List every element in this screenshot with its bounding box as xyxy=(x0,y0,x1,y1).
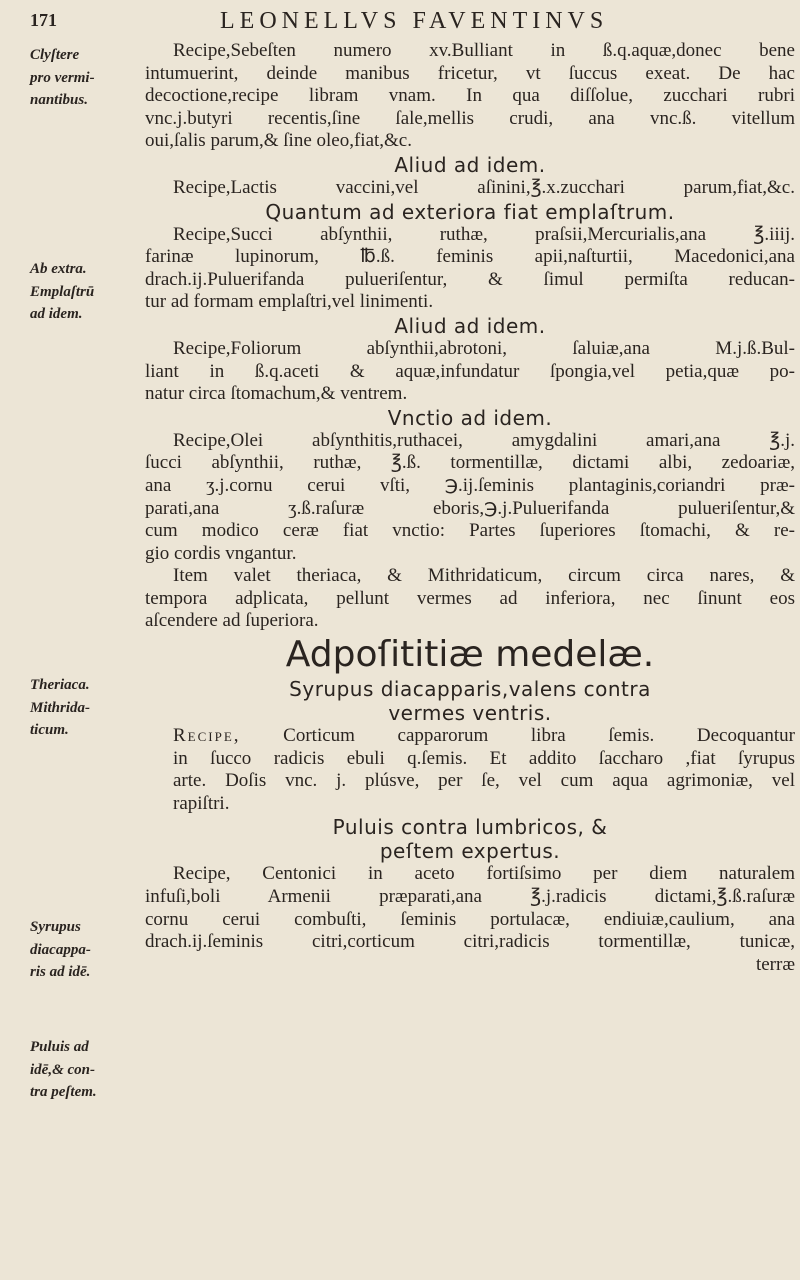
running-title: LEONELLVS FAVENTINVS xyxy=(220,8,609,34)
heading-syrupus-1: Syrupus diacapparis,valens contra xyxy=(289,677,651,702)
paragraph-clystere: Recipe,Sebeſten numero xv.Bulliant in ß.q.aquæ,donec bene intumuerint, deinde manibus fricetur, vt ſuccus exeat. De hac decoctione,recipe libram vnam. In qua diſſolue, zucchari rubri vnc.j.butyri recentis,ſine ſale,mellis crudi, ana vnc.ß. vitellum oui,ſalis parum,& ſine oleo,fiat,&c. xyxy=(145,40,795,152)
paragraph-theriaca: Item valet theriaca, & Mithridaticum, circum circa nares, & tempora adplicata, pellunt vermes ad inferiora, nec ſinunt eos aſcendere ad ſuperiora. xyxy=(145,565,795,632)
margin-note-ab-extra: Ab extra. Emplaſtrū ad idem. xyxy=(30,261,95,323)
text-column xyxy=(145,40,795,976)
page-header xyxy=(30,8,790,38)
paragraph-centonici: Recipe, Centonici in aceto fortiſsimo per diem naturalem infuſi,boli Armenii præparati,ana ℥.j.radicis dictami,℥.ß.raſuræ cornu cerui combuſti, ſeminis portulacæ, endiuiæ,caulium, ana drach.ij.ſeminis citri,corticum citri,radicis tormentillæ, tunicæ, terræ xyxy=(145,863,795,975)
heading-aliud-1: Aliud ad idem. xyxy=(394,152,546,177)
margin-note-syrupus: Syrupus diacappa- ris ad idē. xyxy=(30,919,91,981)
paragraph-succi: Recipe,Succi abſynthii, ruthæ, praſsii,Mercurialis,ana ℥.iiij. farinæ lupinorum, ℔.ß. feminis apii,naſturtii, Macedonici,ana drach.ij.Puluerifanda pulueriſentur, & ſimul permiſta reducan- tur ad formam emplaſtri,vel linimenti. xyxy=(145,223,795,313)
paragraph-olei: Recipe,Olei abſynthitis,ruthacei, amygdalini amari,ana ℥.j. ſucci abſynthii, ruthæ, ℥.ß. tormentillæ, dictami albi, zedoariæ, ana ʒ.j.cornu cerui vſti, ℈.ij.ſeminis plantaginis,coriandri præ- parati,ana ʒ.ß.raſuræ eboris,℈.j.Puluerifanda pulueriſentur,& cum modico ceræ fiat vnctio: Partes ſuperiores ſtomachi, & re- gio cordis vngantur. xyxy=(145,429,795,564)
heading-adpostitiae: Adpoſititiæ medelæ. xyxy=(285,634,655,676)
margin-note-theriaca: Theriaca. Mithrida- ticum. xyxy=(30,677,91,739)
margin-note-clystere: Clyſtere pro vermi- nantibus. xyxy=(30,47,95,109)
page-number: 171 xyxy=(30,10,57,30)
heading-syrupus-2: vermes ventris. xyxy=(388,701,552,726)
heading-vnctio: Vnctio ad idem. xyxy=(387,405,553,430)
heading-puluis-2: peſtem expertus. xyxy=(379,839,561,864)
heading-puluis-1: Puluis contra lumbricos, & xyxy=(332,815,608,840)
heading-aliud-2: Aliud ad idem. xyxy=(394,313,546,338)
catchword: terræ xyxy=(755,953,795,975)
heading-emplastrum: Quantum ad exteriora fiat emplaſtrum. xyxy=(265,199,675,224)
margin-note-puluis: Puluis ad idē,& con- tra peſtem. xyxy=(30,1039,97,1101)
paragraph-lactis: Recipe,Lactis vaccini,vel aſinini,℥.x.zucchari parum,fiat,&c. xyxy=(173,176,795,198)
recipe-smallcaps: Recipe, xyxy=(173,725,241,747)
paragraph-foliorum: Recipe,Foliorum abſynthii,abrotoni, ſaluiæ,ana M.j.ß.Bul- liant in ß.q.aceti & aquæ,infundatur ſpongia,vel petia,quæ po- natur circa ſtomachum,& ventrem. xyxy=(145,337,795,405)
paragraph-syrupus: Recipe, Corticum capparorum libra ſemis. Decoquantur in ſucco radicis ebuli q.ſemis. Et addito ſaccharo ,fiat ſyrupus arte. Doſis vnc. j. plúsve, per ſe, vel cum aqua agrimoniæ, vel rapiſtri. xyxy=(173,725,795,814)
